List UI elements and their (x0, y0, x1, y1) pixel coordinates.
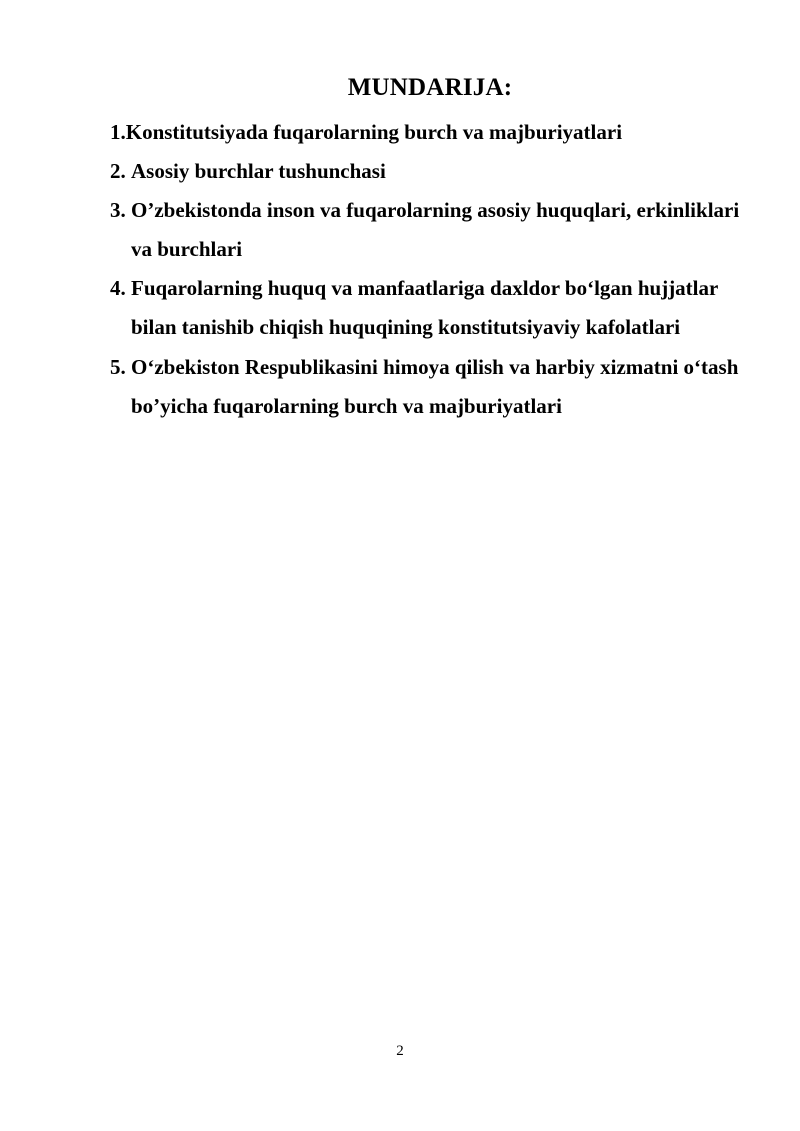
toc-entry-number: 3. (110, 198, 131, 223)
toc-entry-label: Asosiy burchlar tushunchasi (131, 159, 386, 184)
toc-entry-1 (110, 113, 750, 152)
toc-entry-number: 2. (110, 159, 131, 184)
page-content (110, 72, 750, 426)
toc-entry-5 (110, 348, 750, 426)
toc-entry-label: O‘zbekiston Respublikasini himoya qilish va harbiy xizmatni o‘tash bo’yicha fuqarolarning burch va majburiyatlari (131, 354, 739, 418)
toc-entry-number: 5. (110, 354, 131, 379)
toc-entry-number: 1. (110, 120, 126, 145)
toc-entry-3 (110, 191, 750, 269)
toc-entry-label: Konstitutsiyada fuqarolarning burch va majburiyatlari (125, 120, 623, 145)
page-number: 2 (396, 1043, 404, 1059)
page-title: MUNDARIJA: (347, 74, 513, 101)
toc-entry-label: O’zbekistonda inson va fuqarolarning asosiy huquqlari, erkinliklari va burchlari (131, 198, 740, 262)
table-of-contents (110, 113, 750, 425)
toc-entry-4 (110, 269, 750, 347)
toc-entry-number: 4. (110, 276, 131, 301)
toc-entry-label: Fuqarolarning huquq va manfaatlariga daxldor bo‘lgan hujjatlar bilan tanishib chiqish huquqining konstitutsiyaviy kafolatlari (131, 276, 718, 340)
toc-entry-2 (110, 152, 750, 191)
